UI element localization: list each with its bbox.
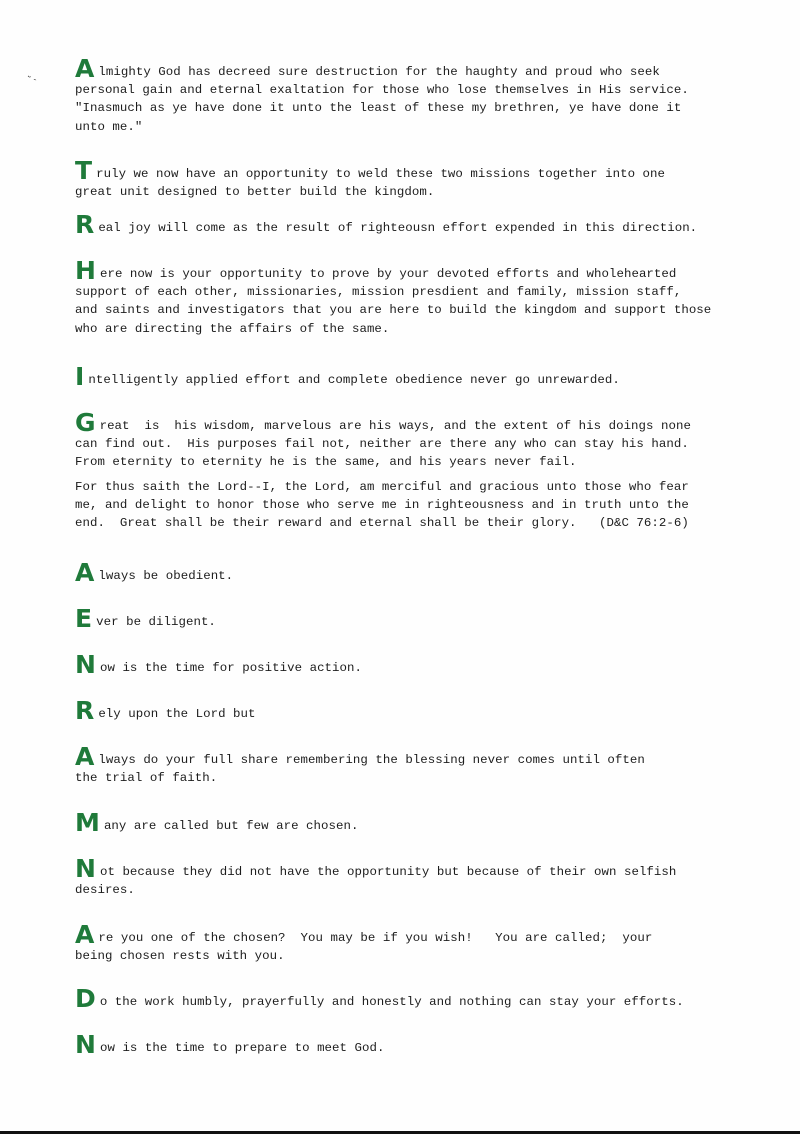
line-text: end. Great shall be their reward and eternal shall be their glory. (D&C 76:2-6) [75, 516, 689, 531]
line-text: ot because they did not have the opportunity but because of their own selfish [99, 865, 677, 879]
line-text: ruly we now have an opportunity to weld these two missions together into one [96, 167, 666, 181]
acrostic-initial: N [75, 650, 96, 679]
text-line [75, 514, 775, 532]
line-text: reat is his wisdom, marvelous are his ways, and the extent of his doings none [99, 419, 691, 433]
text-line [75, 604, 775, 633]
line-text: From eternity to eternity he is the same, and his years never fail. [75, 455, 577, 470]
text-line [75, 1030, 775, 1059]
text-line [75, 947, 775, 965]
acrostic-initial: N [75, 854, 96, 883]
acrostic-initial: A [75, 742, 95, 771]
text-line [75, 650, 775, 679]
paragraph [75, 984, 775, 1013]
line-text: lways be obedient. [98, 569, 234, 583]
paragraph [75, 558, 775, 587]
paragraph [75, 362, 775, 391]
text-line [75, 256, 775, 285]
acrostic-initial: A [75, 558, 95, 587]
text-line [75, 320, 775, 338]
line-text: lmighty God has decreed sure destruction for the haughty and proud who seek [98, 65, 660, 79]
paragraph [75, 256, 775, 338]
paragraph [75, 156, 775, 201]
text-line [75, 453, 775, 471]
text-line [75, 769, 775, 787]
text-line [75, 881, 775, 899]
text-line [75, 478, 775, 496]
line-text: any are called but few are chosen. [103, 819, 359, 833]
line-text: who are directing the affairs of the same. [75, 321, 390, 336]
line-text: me, and delight to honor those who serve me in righteousness and in truth unto the [75, 498, 689, 513]
acrostic-initial: I [75, 362, 85, 391]
line-text: and saints and investigators that you are here to build the kingdom and support those [75, 303, 712, 318]
line-text: ow is the time for positive action. [99, 661, 362, 675]
text-line [75, 984, 775, 1013]
text-line [75, 54, 775, 83]
paragraph [75, 742, 775, 787]
paragraph [75, 408, 775, 472]
text-line [75, 742, 775, 771]
acrostic-initial: H [75, 256, 96, 285]
line-text: For thus saith the Lord--I, the Lord, am merciful and gracious unto those who fear [75, 480, 689, 494]
paragraph [75, 650, 775, 679]
text-line [75, 496, 775, 514]
acrostic-initial: T [75, 156, 93, 185]
text-line [75, 696, 775, 725]
line-text: ely upon the Lord but [98, 707, 256, 721]
line-text: great unit designed to better build the kingdom. [75, 185, 435, 200]
acrostic-initial: R [75, 696, 95, 725]
line-text: can find out. His purposes fail not, neither are there any who can stay his hand. [75, 437, 689, 452]
acrostic-initial: E [75, 604, 93, 633]
text-line [75, 808, 775, 837]
paragraph [75, 54, 775, 136]
paragraph [75, 1030, 775, 1059]
acrostic-initial: A [75, 920, 95, 949]
line-text: "Inasmuch as ye have done it unto the least of these my brethren, ye have done it [75, 101, 682, 116]
text-line [75, 558, 775, 587]
line-text: the trial of faith. [75, 771, 218, 786]
text-line [75, 183, 775, 201]
bottom-rule [0, 1131, 800, 1134]
line-text: eal joy will come as the result of righteousn effort expended in this direction. [98, 221, 698, 235]
line-text: ere now is your opportunity to prove by your devoted efforts and wholehearted [99, 267, 677, 281]
text-line [75, 362, 775, 391]
line-text: personal gain and eternal exaltation for those who lose themselves in His service. [75, 83, 689, 98]
line-text: lways do your full share remembering the blessing never comes until often [98, 753, 645, 767]
text-line [75, 81, 775, 99]
line-text: being chosen rests with you. [75, 949, 285, 964]
text-line [75, 435, 775, 453]
text-line [75, 118, 775, 136]
line-text: support of each other, missionaries, mission presdient and family, mission staff, [75, 285, 682, 300]
text-line [75, 408, 775, 437]
text-line [75, 854, 775, 883]
line-text: unto me." [75, 119, 143, 134]
paragraph [75, 854, 775, 899]
line-text: o the work humbly, prayerfully and honestly and nothing can stay your efforts. [99, 995, 684, 1009]
line-text: re you one of the chosen? You may be if you wish! You are called; your [98, 931, 653, 945]
line-text: desires. [75, 883, 135, 898]
line-text: ver be diligent. [96, 615, 216, 629]
text-line [75, 283, 775, 301]
paragraph [75, 696, 775, 725]
paragraph [75, 210, 775, 239]
acrostic-initial: D [75, 984, 96, 1013]
acrostic-initial: R [75, 210, 95, 239]
acrostic-initial: G [75, 408, 96, 437]
text-line [75, 920, 775, 949]
text-line [75, 156, 775, 185]
paragraph [75, 808, 775, 837]
text-line [75, 210, 775, 239]
paragraph [75, 920, 775, 965]
text-line [75, 301, 775, 319]
line-text: ow is the time to prepare to meet God. [99, 1041, 385, 1055]
text-line [75, 99, 775, 117]
acrostic-initial: N [75, 1030, 96, 1059]
acrostic-initial: A [75, 54, 95, 83]
acrostic-initial: M [75, 808, 100, 837]
line-text: ntelligently applied effort and complete obedience never go unrewarded. [88, 373, 620, 387]
paragraph [75, 478, 775, 533]
margin-mark: ˞ˏ [26, 69, 38, 83]
paragraph [75, 604, 775, 633]
